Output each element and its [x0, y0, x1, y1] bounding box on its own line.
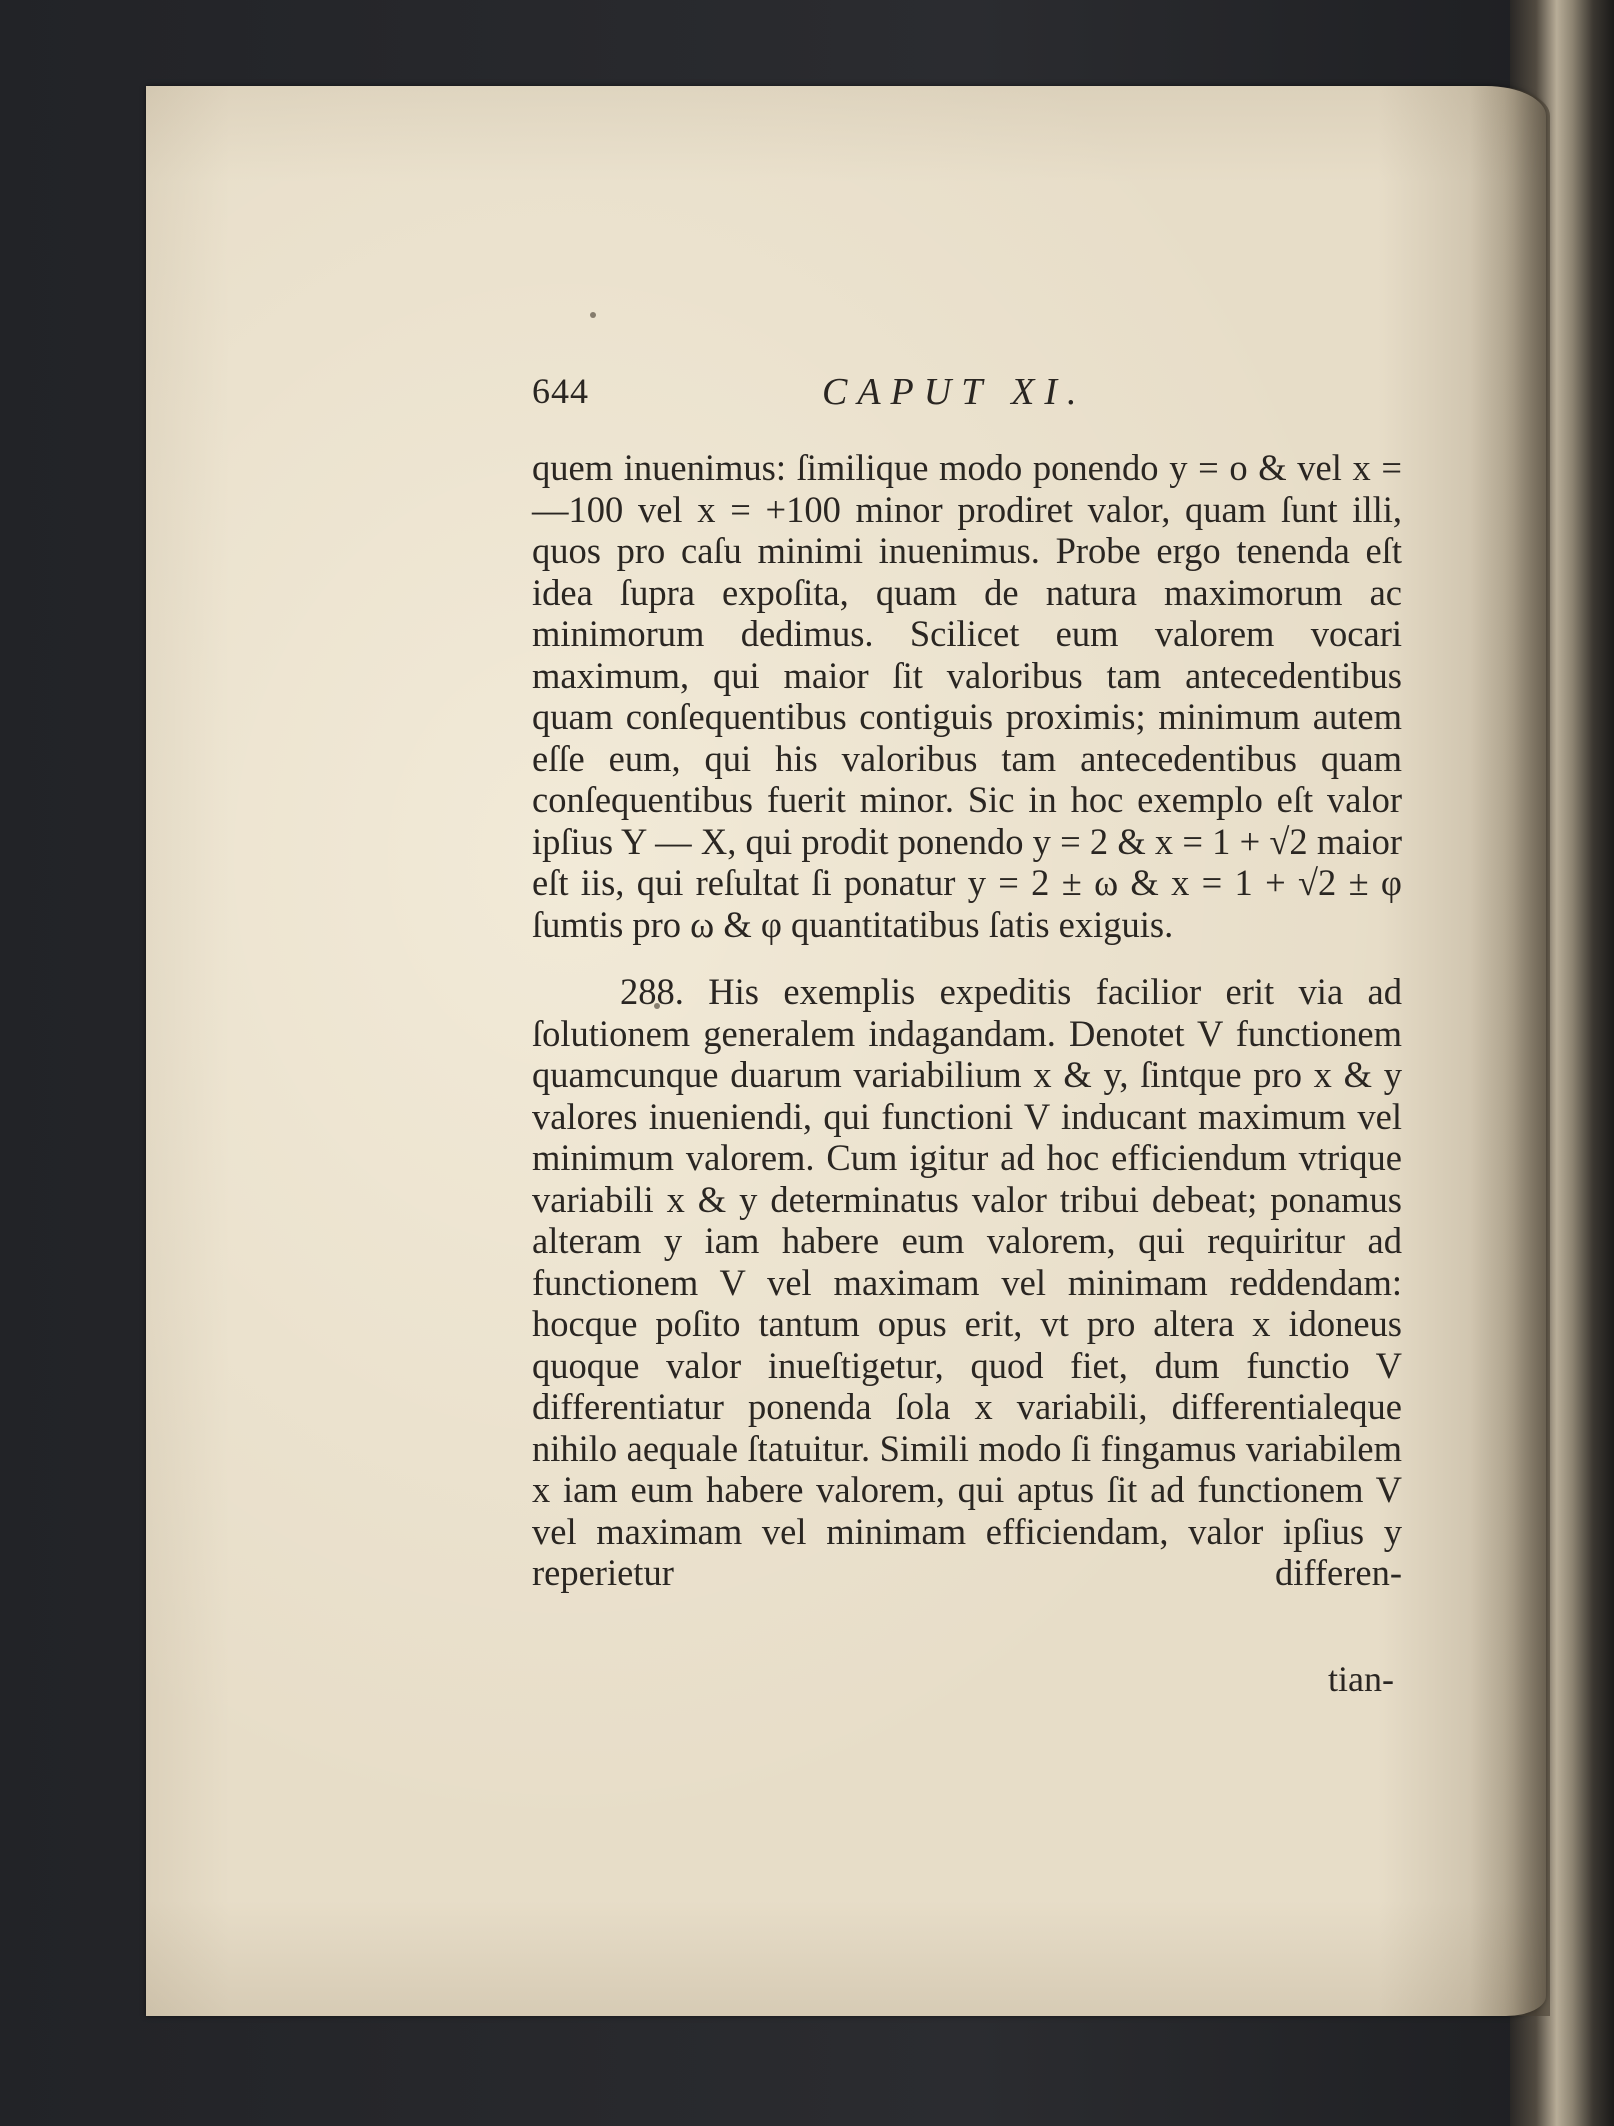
page-number: 644	[532, 371, 589, 411]
paragraph-number: 288.	[620, 971, 684, 1012]
body-text	[532, 447, 1402, 1594]
page-header	[532, 370, 1302, 420]
catchword: tian-	[1328, 1659, 1394, 1699]
paragraph-2	[532, 971, 1402, 1594]
ink-speck	[590, 312, 596, 318]
running-head: CAPUT XI.	[822, 371, 1087, 413]
paragraph-1: quem inuenimus: ſimilique modo ponendo y = o & vel x = —100 vel x = +100 minor prodiret valor, quam ſunt illi, quos pro caſu minimi inuenimus. Probe ergo tenenda eſt idea ſupra expoſita, quam de natura maximorum ac minimorum dedimus. Scilicet eum valorem vocari maximum, qui maior ſit valoribus tam antecedentibus quam conſequentibus contiguis proximis; minimum autem eſſe eum, qui his valoribus tam antecedentibus quam conſequentibus fuerit minor. Sic in hoc exemplo eſt valor ipſius Y — X, qui prodit ponendo y = 2 & x = 1 + √2 maior eſt iis, qui reſultat ſi ponatur y = 2 ± ω & x = 1 + √2 ± φ ſumtis pro ω & φ quantitatibus ſatis exiguis.	[532, 447, 1402, 945]
paragraph-2-text: His exemplis expeditis facilior erit via ad ſolutionem generalem indagandam. Denotet V functionem quamcunque duarum variabilium x & y, ſintque pro x & y valores inueniendi, qui functioni V inducant maximum vel minimum valorem. Cum igitur ad hoc efficiendum vtrique variabili x & y determinatus valor tribui debeat; ponamus alteram y iam habere eum valorem, qui requiritur ad functionem V vel maximam vel minimam reddendam: hocque poſito tantum opus erit, vt pro altera x idoneus quoque valor inueſtigetur, quod fiet, dum functio V differentiatur ponenda ſola x variabili, differentialeque nihilo aequale ſtatuitur. Simili modo ſi fingamus variabilem x iam eum habere valorem, qui aptus ſit ad functionem V vel maximam vel minimam efficiendam, valor ipſius y reperietur differen-	[532, 971, 1403, 1593]
page-curl-shadow	[1470, 86, 1550, 2016]
